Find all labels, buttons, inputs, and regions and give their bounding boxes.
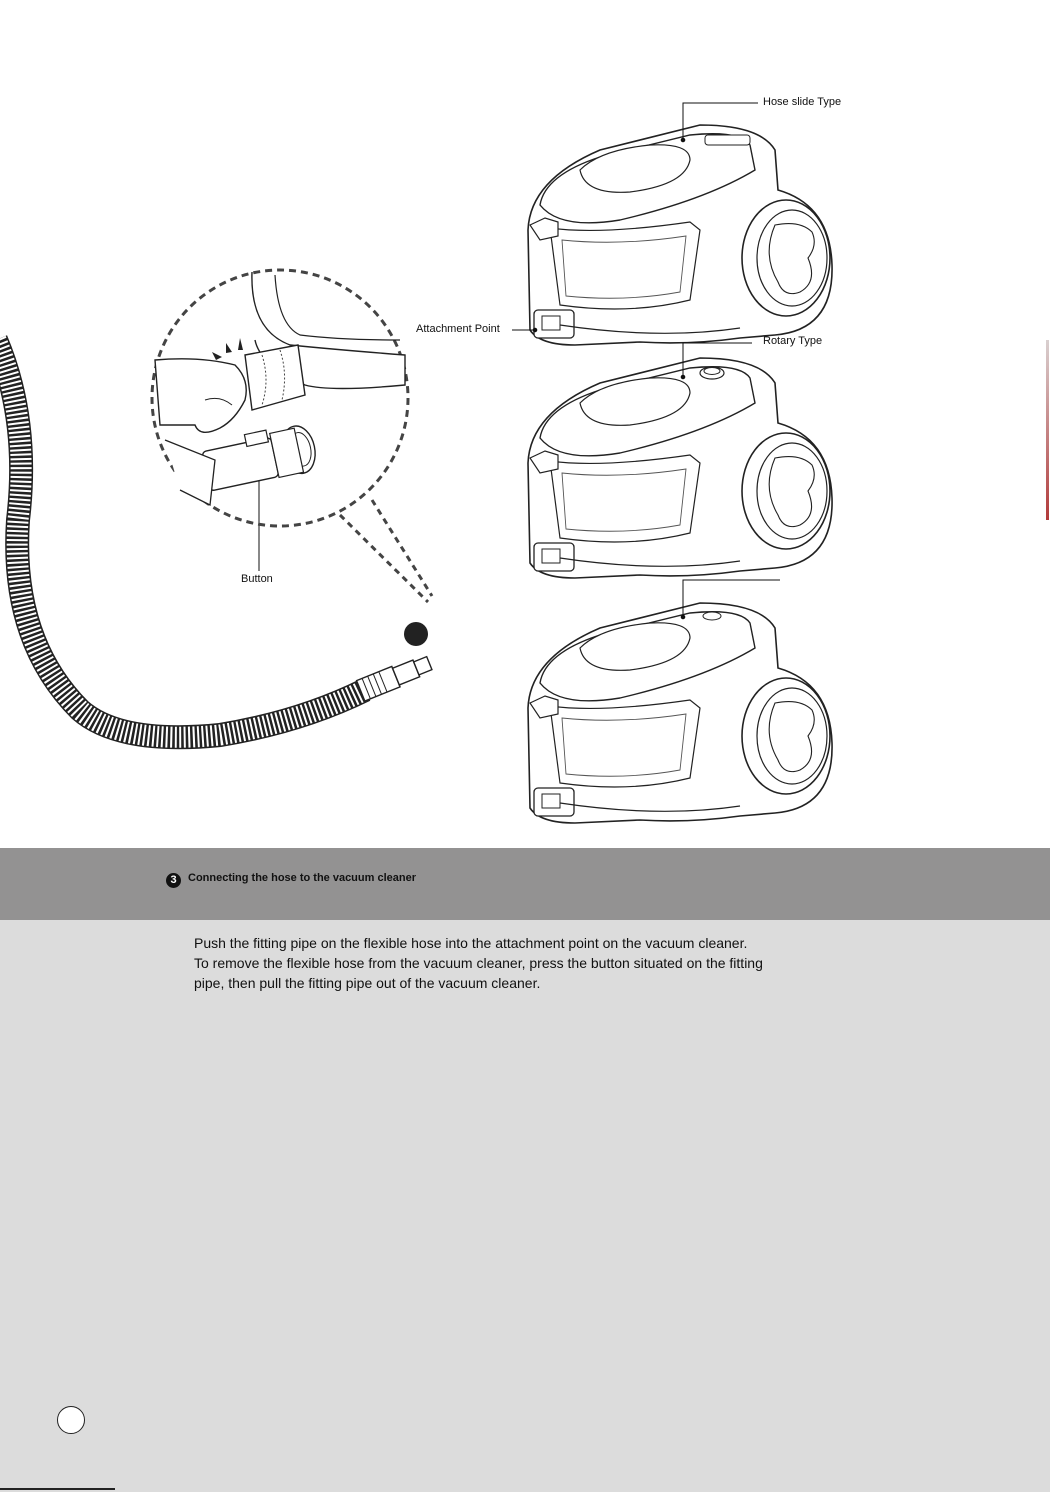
vacuum-third-type (528, 603, 832, 823)
content-area (0, 920, 1050, 1492)
vacuum-rotary-type (528, 358, 832, 578)
zoom-detail (152, 270, 432, 602)
hose-slide-type-label: Hose slide Type (763, 96, 842, 108)
vacuum-hose-slide-type (528, 125, 832, 345)
body-line-1: Push the fitting pipe on the flexible hose into the attachment point on the vacuum cleaner. (194, 935, 748, 951)
page-number-circle (57, 1406, 85, 1434)
button-label: Button (241, 573, 273, 585)
section-number-badge: 3 (166, 873, 181, 888)
body-line-2: To remove the flexible hose from the vacuum cleaner, press the button situated on the fitting (194, 955, 763, 971)
bottom-rule (0, 1488, 115, 1490)
body-line-3: pipe, then pull the fitting pipe out of the vacuum cleaner. (194, 975, 541, 991)
rotary-type-label: Rotary Type (763, 335, 823, 347)
attachment-point-label: Attachment Point (416, 323, 500, 335)
section-title: Connecting the hose to the vacuum cleaner (188, 872, 416, 884)
edge-mark (1046, 340, 1049, 520)
section-header-bar (0, 848, 1050, 920)
